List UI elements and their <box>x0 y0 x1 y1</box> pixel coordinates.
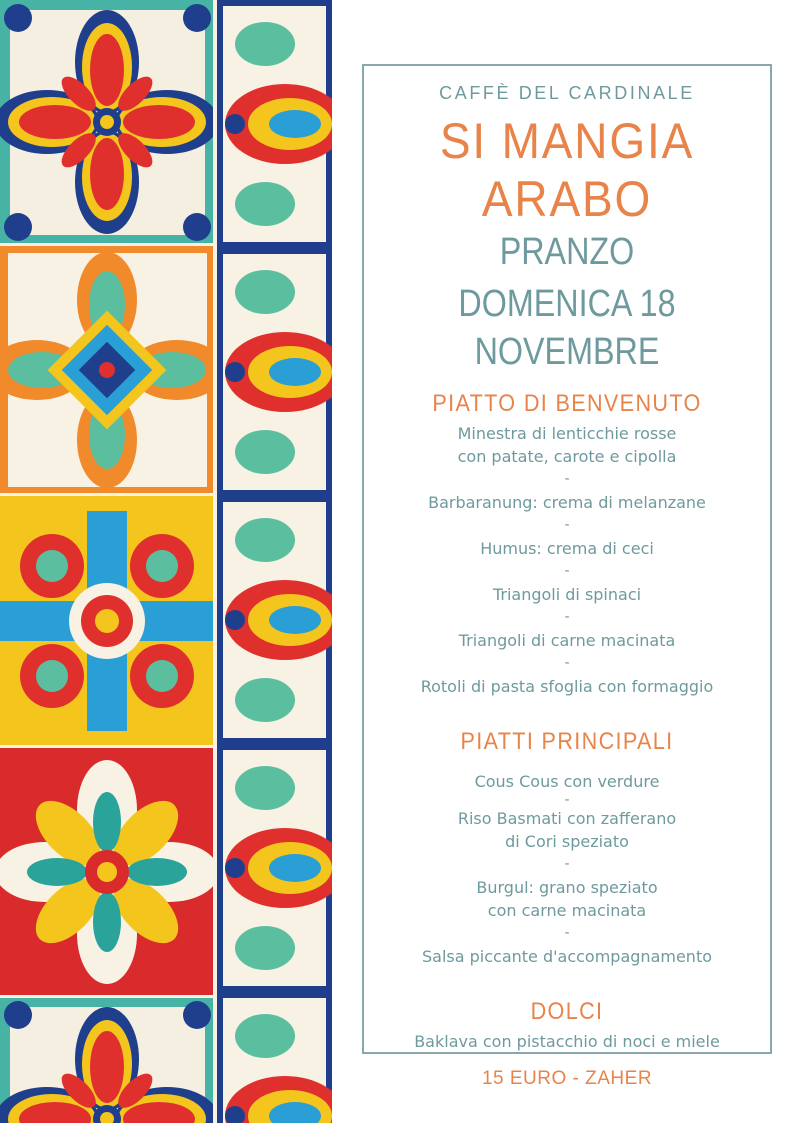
list-item: Cous Cous con verdure <box>474 772 660 791</box>
list-item: Salsa piccante d'accompagnamento <box>422 947 712 966</box>
list-item: Rotoli di pasta sfoglia con formaggio <box>420 677 714 696</box>
item-separator: - <box>564 517 570 533</box>
item-separator: - <box>564 609 570 625</box>
list-item: Barbaranung: crema di melanzane <box>428 493 706 512</box>
list-item-line: Burgul: grano speziato <box>476 878 658 897</box>
list-item <box>362 876 772 922</box>
list-item-line: di Cori speziato <box>505 832 629 851</box>
list-item-line: con patate, carote e cipolla <box>457 447 677 466</box>
event-date: DOMENICA 18 NOVEMBRE <box>458 283 676 373</box>
list-item-line: Minestra di lenticchie rosse <box>457 424 677 443</box>
venue-name: CAFFÈ DEL CARDINALE <box>439 83 695 103</box>
welcome-items <box>362 422 772 698</box>
item-separator: - <box>564 925 570 941</box>
list-item: Humus: crema di ceci <box>480 539 654 558</box>
list-item: Triangoli di spinaci <box>492 585 642 604</box>
main-items <box>362 770 772 968</box>
list-item-line: Riso Basmati con zafferano <box>457 809 677 828</box>
list-item <box>362 807 772 853</box>
menu-title-line-1: SI MANGIA <box>439 113 695 169</box>
section-title-desserts: DOLCI <box>530 998 604 1025</box>
section-title-welcome: PIATTO DI BENVENUTO <box>432 390 702 417</box>
item-separator: - <box>564 563 570 579</box>
dessert-items <box>362 1030 772 1053</box>
item-separator: - <box>564 655 570 671</box>
meal-label: PRANZO <box>499 231 635 273</box>
menu-title-line-2: ARABO <box>481 171 653 227</box>
list-item: Triangoli di carne macinata <box>458 631 676 650</box>
menu-content <box>362 64 772 1053</box>
item-separator: - <box>564 856 570 872</box>
list-item <box>362 422 772 468</box>
item-separator: - <box>564 471 570 487</box>
item-separator: - <box>564 792 570 808</box>
decorative-tile-pattern <box>0 0 332 1123</box>
section-title-main: PIATTI PRINCIPALI <box>460 728 674 755</box>
list-item: Baklava con pistacchio di noci e miele <box>414 1032 720 1051</box>
list-item-line: con carne macinata <box>487 901 647 920</box>
price-footer: 15 EURO - ZAHER <box>481 1068 653 1089</box>
